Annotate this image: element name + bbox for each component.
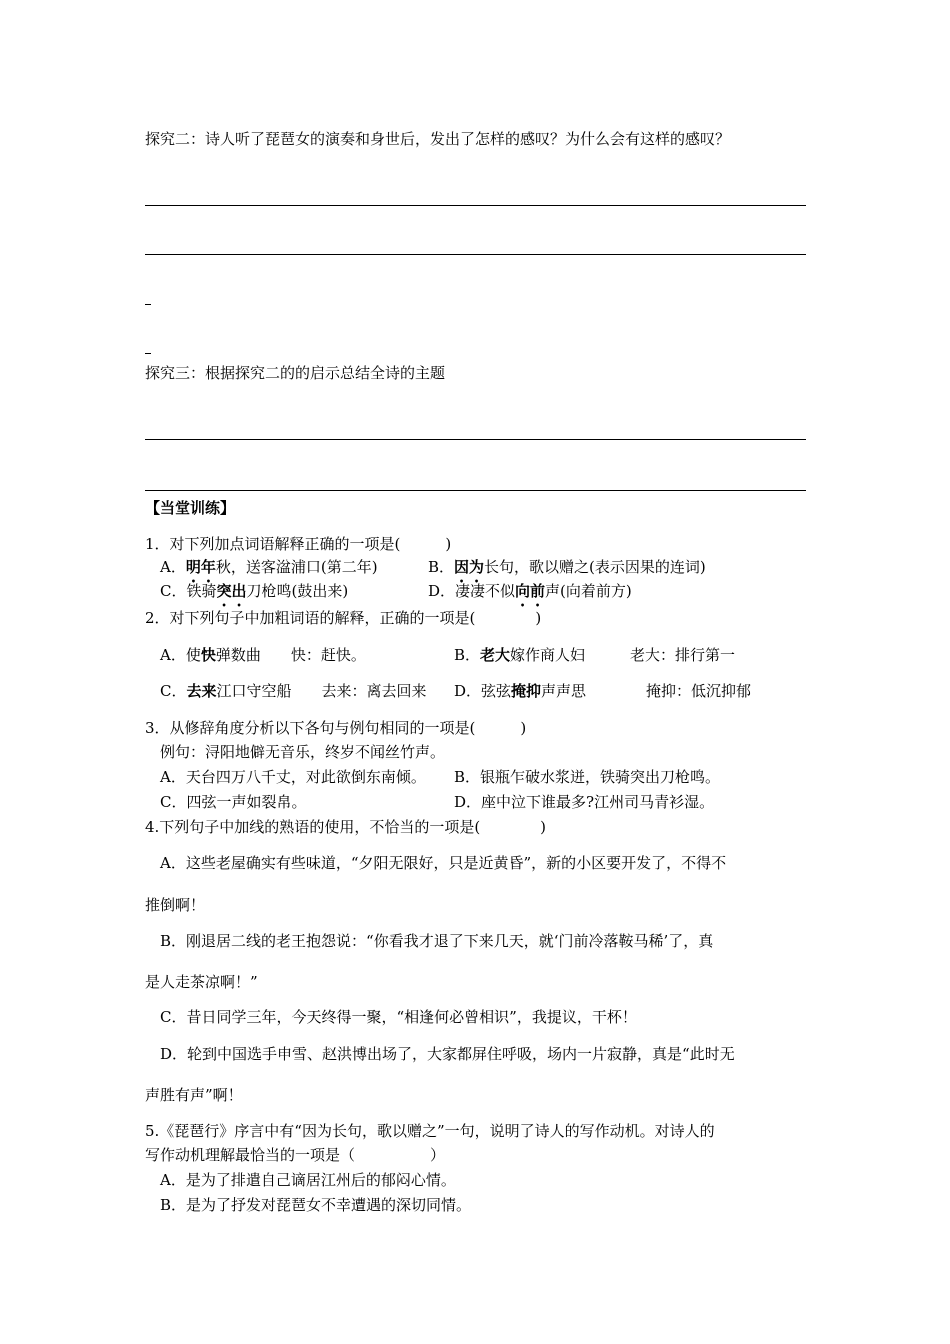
q4-option-d-line1: D．轮到中国选手申雪、赵洪博出场了，大家都屏住呼吸，场内一片寂静，真是“此时无 (160, 1045, 735, 1063)
answer-dash (145, 304, 151, 305)
q2-option-c: C．去来江口守空船 去来：离去回来 (160, 682, 427, 700)
q3-option-b: B．银瓶乍破水浆迸，铁骑突出刀枪鸣。 (454, 768, 721, 786)
q5-option-b: B．是为了抒发对琵琶女不幸遭遇的深切同情。 (160, 1196, 472, 1214)
q1-option-c: C．铁骑突出刀枪鸣(鼓出来) (160, 582, 349, 600)
answer-line (145, 439, 806, 440)
q4-stem: 4.下列句子中加线的熟语的使用，不恰当的一项是( ) (145, 818, 547, 836)
q1-option-b: B．因为长句，歌以赠之(表示因果的连词) (428, 558, 706, 576)
q4-option-b-line1: B．刚退居二线的老王抱怨说：“你看我才退了下来几天，就‘门前冷落鞍马稀’了，真 (160, 932, 714, 950)
q5-stem-line1: 5.《琵琶行》序言中有“因为长句，歌以赠之”一句，说明了诗人的写作动机。对诗人的 (145, 1122, 715, 1140)
q2-option-a: A．使快弹数曲 快：赶快。 (160, 646, 366, 664)
answer-dash (145, 353, 151, 354)
q4-option-c: C．昔日同学三年，今天终得一聚，“相逢何必曾相识”，我提议，干杯！ (160, 1008, 637, 1026)
q3-option-d: D．座中泣下谁最多?江州司马青衫湿。 (454, 793, 715, 811)
q3-example: 例句：浔阳地僻无音乐，终岁不闻丝竹声。 (160, 743, 446, 761)
q2-option-b: B．老大嫁作商人妇 老大：排行第一 (454, 646, 736, 664)
practice-heading: 【当堂训练】 (145, 499, 236, 517)
q5-option-a: A．是为了排遣自己谪居江州后的郁闷心情。 (160, 1171, 456, 1189)
q4-option-a-line2: 推倒啊！ (145, 896, 206, 914)
q1-b-key: 因为 (454, 558, 485, 576)
q2-a-key: 快 (200, 646, 216, 664)
explore3-question: 探究三：根据探究二的的启示总结全诗的主题 (145, 364, 446, 382)
q2-stem: 2．对下列句子中加粗词语的解释，正确的一项是( ) (145, 609, 542, 627)
q1-a-key: 明年 (185, 558, 216, 576)
q5-stem-line2: 写作动机理解最恰当的一项是（ ） (145, 1146, 446, 1164)
q4-option-d-line2: 声胜有声”啊！ (145, 1086, 243, 1104)
q2-option-d: D．弦弦掩抑声声思 掩抑：低沉抑郁 (454, 682, 752, 700)
answer-line (145, 205, 806, 206)
q2-b-key: 老大 (480, 646, 511, 664)
answer-line (145, 254, 806, 255)
q4-option-a-line1: A．这些老屋确实有些味道，“夕阳无限好，只是近黄昏”，新的小区要开发了，不得不 (160, 854, 727, 872)
q2-d-key: 掩抑 (511, 682, 542, 700)
q1-stem: 1．对下列加点词语解释正确的一项是( ) (145, 535, 452, 553)
explore2-question: 探究二：诗人听了琵琶女的演奏和身世后，发出了怎样的感叹？为什么会有这样的感叹？ (145, 130, 731, 148)
q3-option-a: A．天台四万八千丈，对此欲倒东南倾。 (160, 768, 426, 786)
q1-c-key: 突出 (216, 582, 247, 600)
q3-stem: 3．从修辞角度分析以下各句与例句相同的一项是( ) (145, 719, 527, 737)
q4-option-b-line2: 是人走茶凉啊！” (145, 973, 258, 991)
q1-d-key: 向前 (515, 582, 546, 600)
q3-option-c: C．四弦一声如裂帛。 (160, 793, 307, 811)
q1-option-d: D．凄凄不似向前声(向着前方) (428, 582, 632, 600)
q1-option-a: A．明年秋，送客湓浦口(第二年) (160, 558, 378, 576)
q2-c-key: 去来 (186, 682, 217, 700)
answer-line (145, 490, 806, 491)
